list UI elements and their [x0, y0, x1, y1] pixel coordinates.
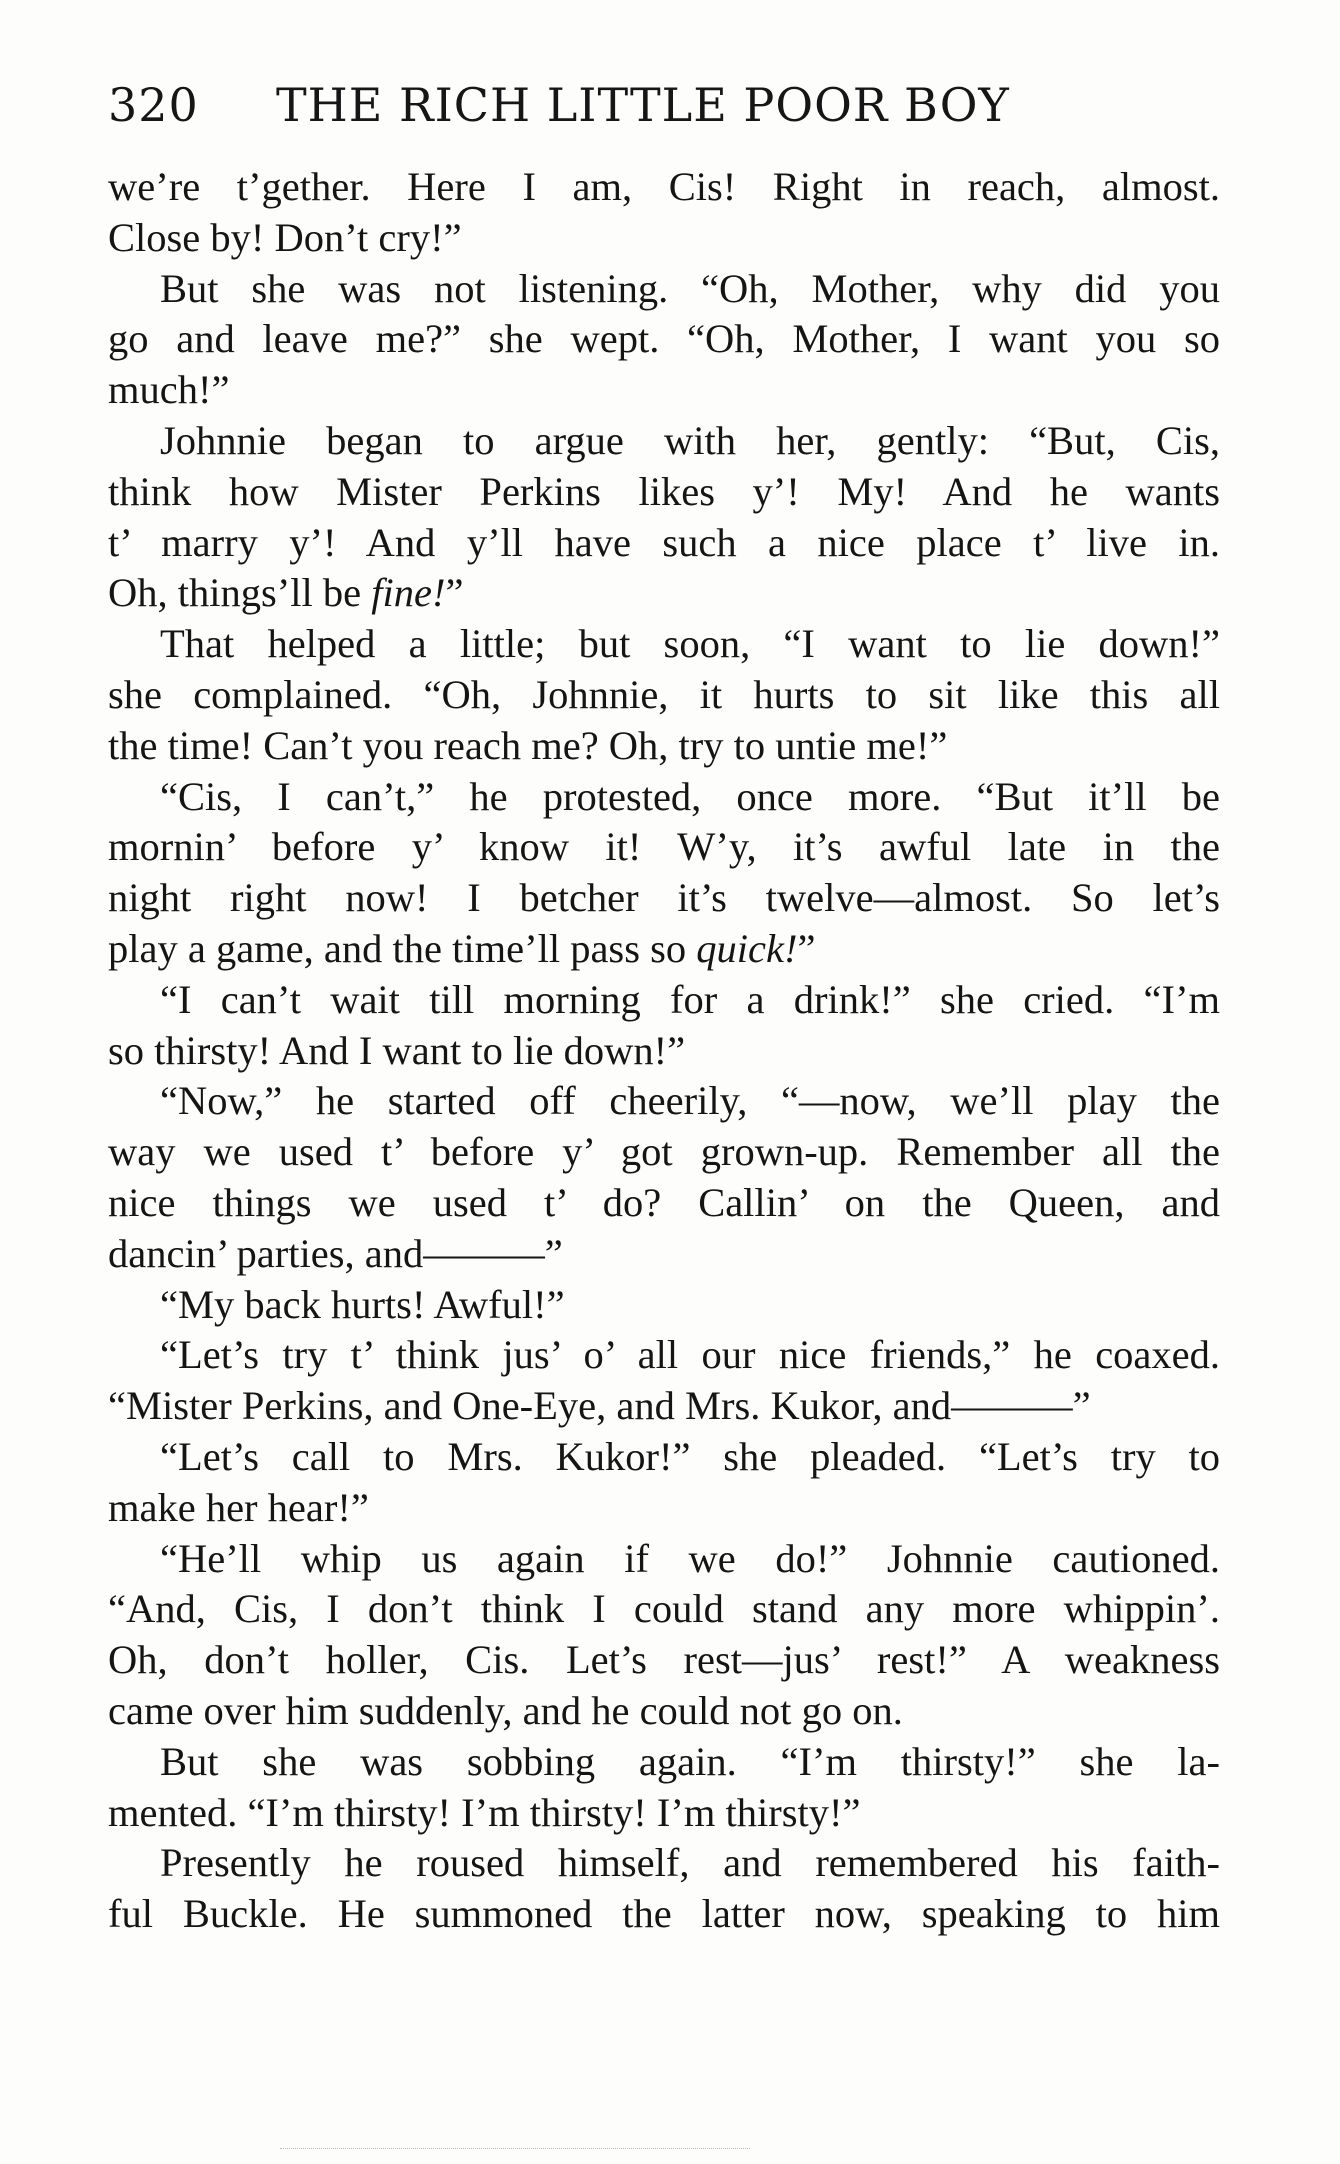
- text-line: much!”: [108, 367, 230, 413]
- text-line: think how Mister Perkins likes y’! My! And he wants: [108, 468, 1220, 514]
- text-line: make her hear!”: [108, 1484, 369, 1530]
- body-text: [108, 162, 1220, 1940]
- text-line: way we used t’ before y’ got grown-up. Remember all the: [108, 1129, 1220, 1175]
- text-line: But she was not listening. “Oh, Mother, why did you: [160, 265, 1220, 311]
- text-line: “And, Cis, I don’t think I could stand any more whippin’.: [108, 1586, 1220, 1632]
- page-number: 320: [108, 78, 199, 132]
- text-line: But she was sobbing again. “I’m thirsty!” she la-: [160, 1738, 1220, 1784]
- text-line: That helped a little; but soon, “I want to lie down!”: [160, 621, 1220, 667]
- text-line: play a game, and the time’ll pass so quick!”: [108, 925, 816, 971]
- text-line: nice things we used t’ do? Callin’ on the Queen, and: [108, 1179, 1220, 1225]
- page-bottom-rule: [280, 2148, 750, 2149]
- text-line: t’ marry y’! And y’ll have such a nice place t’ live in.: [108, 519, 1220, 565]
- text-line: we’re t’gether. Here I am, Cis! Right in reach, almost.: [108, 164, 1220, 209]
- text-line: “I can’t wait till morning for a drink!” she cried. “I’m: [160, 976, 1220, 1022]
- text-line: “Now,” he started off cheerily, “—now, we’ll play the: [160, 1078, 1220, 1124]
- text-line: Oh, don’t holler, Cis. Let’s rest—jus’ rest!” A weakness: [108, 1637, 1220, 1683]
- page-header: [108, 78, 1228, 132]
- text-line: “Let’s call to Mrs. Kukor!” she pleaded. “Let’s try to: [160, 1433, 1220, 1479]
- emphasis: fine!: [371, 570, 446, 616]
- running-title: THE RICH LITTLE POOR BOY: [276, 78, 1010, 132]
- emphasis: quick!: [696, 925, 798, 971]
- text-line: mornin’ before y’ know it! W’y, it’s awful late in the: [108, 824, 1220, 870]
- text-line: “Let’s try t’ think jus’ o’ all our nice friends,” he coaxed.: [160, 1332, 1220, 1378]
- text-line: go and leave me?” she wept. “Oh, Mother, I want you so: [108, 316, 1220, 362]
- text-line: the time! Can’t you reach me? Oh, try to untie me!”: [108, 722, 948, 768]
- text-line: Presently he roused himself, and remembered his faith-: [160, 1840, 1220, 1886]
- text-line: “My back hurts! Awful!”: [160, 1281, 565, 1327]
- text-line: she complained. “Oh, Johnnie, it hurts to sit like this all: [108, 671, 1220, 717]
- text-line: “He’ll whip us again if we do!” Johnnie cautioned.: [160, 1535, 1220, 1581]
- text-line: dancin’ parties, and———”: [108, 1230, 563, 1276]
- text-line: Oh, things’ll be fine!”: [108, 570, 464, 616]
- text-line: mented. “I’m thirsty! I’m thirsty! I’m thirsty!”: [108, 1789, 861, 1835]
- text-line: “Mister Perkins, and One-Eye, and Mrs. Kukor, and———”: [108, 1383, 1091, 1429]
- text-line: ful Buckle. He summoned the latter now, speaking to him: [108, 1891, 1220, 1937]
- text-line: so thirsty! And I want to lie down!”: [108, 1027, 686, 1073]
- text-line: Johnnie began to argue with her, gently: “But, Cis,: [160, 417, 1220, 463]
- text-line: Close by! Don’t cry!”: [108, 214, 462, 260]
- text-line: night right now! I betcher it’s twelve—almost. So let’s: [108, 875, 1220, 921]
- text-line: came over him suddenly, and he could not go on.: [108, 1687, 903, 1733]
- text-line: “Cis, I can’t,” he protested, once more. “But it’ll be: [160, 773, 1220, 819]
